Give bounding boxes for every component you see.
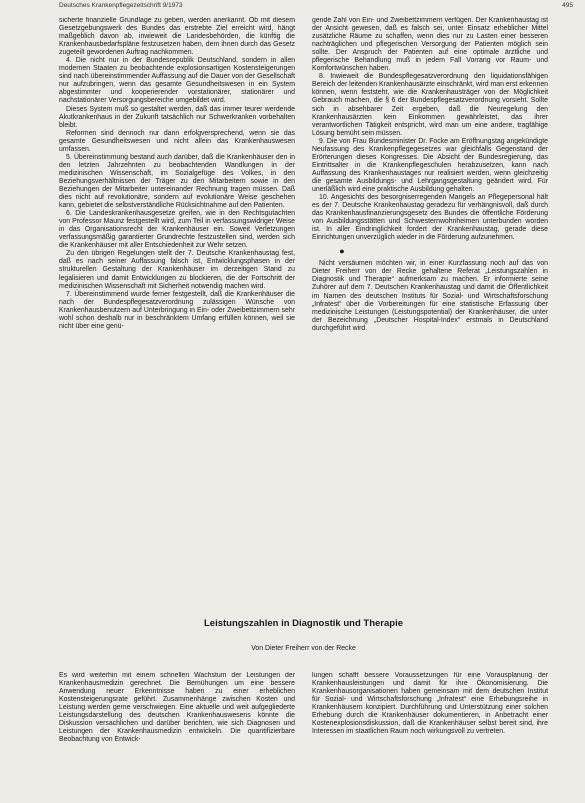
paragraph: 4. Die nicht nur in der Bundesrepublik Deutschland, sondern in allen modernen Staaten zu beobachtende explosionsartigen Kostensteigerungen sind nach übereinstimmender Auffassung auf die Dauer von der Gesellschaft nur aufzubringen, wenn das gesamte Gesundheitswesen in ein System abgestimmter und kooperierender vorstationärer, stationärer und nachstationärer Versorgungsbereiche umgebildet wird. [59,57,295,105]
paragraph: Nicht versäumen möchten wir, in einer Kurzfassung noch auf das von Dieter Freiherr von der Recke gehaltene Referat „Leistungszahlen in Diagnostik und Therapie“ aufmerksam zu machen. Er informierte seine Zuhörer auf dem 7. Deutschen Krankenhaustag und damit die Öffentlichkeit im Namen des deutschen Instituts für Sozial- und Wirtschaftsforschung „Infratest“ über die Vorbereitungen für eine statistische Erfassung über medizinische Leistungen (Leistungspotential) der Krankenhäuser, die unter der Bezeichnung „Deutscher Hospital-Index“ erstmals in Deutschland durchgeführt wird. [312,260,548,332]
paragraph: 8. Inwieweit die Bundespflegesatzverordnung den liquidationsfähigen Bereich der leitenden Krankenhausärzte einschränkt, wird man erst erkennen können, wenn feststeht, wie die Krankenhausträger von der Möglichkeit Gebrauch machen, die § 6 der Bundespflegesatzverordnung vorsieht. Sollte sich in absehbarer Zeit ergeben, daß die Neuregelung den Krankenhausärzten kein Einkommen gewährleistet, das ihrer verantwortlichen Tätigkeit entspricht, wird man um eine andere, tragfähige Lösung bemüht sein müssen. [312,73,548,137]
article-title: Leistungszahlen in Diagnostik und Therapie [204,618,403,629]
paragraph: 7. Übereinstimmend wurde ferner festgestellt, daß die Krankenhäuser die nach der Bundespflegesatzverordnung zulässigen Wünsche von Krankenhausbenutzern auf Unterbringung in Ein- oder Zweibettzimmern sehr wohl schon deshalb nur in beschränktem Umfang erfüllen können, weil sie nicht über eine genü- [59,290,295,330]
column-right-top [312,17,548,595]
paragraph: 5. Übereinstimmung bestand auch darüber, daß die Krankenhäuser den in den letzten Jahrzehnten zu beobachtenden Wandlungen in der medizinischen Wissenschaft, im Sozialgefüge des Volkes, in den Beziehungsverhältnissen der Träger zu den Mitarbeitern sowie in den Beziehungen der Mitarbeiter untereinander Rechnung tragen müssen. Daß dies nicht auf revolutionäre, sondern auf evolutionäre Weise geschehen kann, gebietet die selbstverständliche Rücksichtnahme auf den Patienten. [59,153,295,210]
running-header [59,2,573,12]
column-right-paragraphs-before [312,17,548,242]
column-left-bottom [59,672,295,803]
section-bullet: ● [339,246,345,257]
article-byline: Von Dieter Freiherr von der Recke [251,645,356,652]
paragraph: 6. Die Landeskrankenhausgesetze greifen, wie in den Rechtsgutachten von Professor Maunz festgestellt wird, zum Teil in verfassungswidriger Weise in das Organisationsrecht der Krankenhäuser ein. Soweit Verletzungen verfassungsmäßig garantierter Grundrechte festzustellen sind, werden sich die Krankenhäuser mit aller Entschiedenheit zur Wehr setzen. [59,210,295,250]
paragraph: Dieses System muß so gestaltet werden, daß das immer teurer werdende Akutkrankenhaus in der Zukunft tatsächlich nur Schwerkranken vorbehalten bleibt. [59,105,295,129]
paragraph: gende Zahl von Ein- und Zweibettzimmern verfügen. Der Krankenhaustag ist der Ansicht gewesen, daß es falsch sei, unter Einsatz erheblicher Mittel zusätzliche Räume zu schaffen, wenn dies nur zu Lasten einer besseren nachträglichen und pflegerischen Versorgung der Patienten möglich sein sollte. Der Anspruch der Patienten auf eine optimale ärztliche und pflegerische Behandlung muß in jedem Fall Vorrang vor Raum- und Komfortwünschen haben. [312,17,548,73]
page-number: 495 [562,2,573,9]
paragraph: lungen schafft bessere Voraussetzungen für eine Vorausplanung der Krankenhausleistungen und damit für ihre Ökonomisierung. Die Krankenhausorganisationen haben gemeinsam mit dem deutschen Institut für Sozial- und Wirtschaftsforschung „Infratest“ eine Erhebungsreihe in Krankenhäusern konzipiert. Durchführung und Unterstützung einer solchen Erhebung durch die Krankenhäuser dokumentieren, in Anbetracht einer Kostenexplosionsdiskussion, daß die Krankenhäuser selbst bereit sind, ihre Interessen im staatlichen Raum noch wirkungsvoll zu vertreten. [312,672,548,736]
column-right-bottom [312,672,548,803]
paragraph: Reformen sind dennoch nur dann erfolgversprechend, wenn sie das gesamte Gesundheitswesen und nicht allein das Krankenhauswesen umfassen. [59,129,295,153]
journal-title: Deutsches Krankenpflegezeitschrift 9/1973 [59,2,183,9]
paragraph: sicherte finanzielle Grundlage zu geben, werden anerkannt. Ob mit diesem Gesetzgebungswerk des Bundes das erstrebte Ziel erreicht wird, hängt maßgeblich davon ab, inwieweit die Landesbehörden, die künftig die Krankenhausbedarfspläne festzusetzen haben, dem ihnen durch das Gesetz zugeteilt gewordenen Auftrag nachkommen. [59,17,295,57]
paragraph: 10. Angesichts des besorgniserregenden Mangels an Pflegepersonal hält es der 7. Deutsche Krankenhaustag geradezu für verhängnisvoll, daß durch das Krankenhausfinanzierungsgesetz des Bundes die öffentliche Förderung von Ausbildungsstätten und Schwesternwohnheimen unterbunden worden ist. In aller Eindringlichkeit fordert der Krankenhaustag, gerade diese Einrichtungen unverzüglich wieder in die Förderung aufzunehmen. [312,194,548,242]
column-right-paragraphs-after [312,260,548,332]
paragraph: Zu den übrigen Regelungen stellt der 7. Deutsche Krankenhaustag fest, daß es nach seiner Auffassung falsch ist, Entwicklungsphasen in der strukturellen Gestaltung der Krankenhäuser im derzeitigen Stand zu legalisieren und damit Entwicklungen zu blockieren, die der Fortschritt der medizinischen Wissenschaft mit Sicherheit notwendig machen wird. [59,250,295,290]
paragraph: Es wird weiterhin mit einem schnellen Wachstum der Leistungen der Krankenhausmedizin gerechnet. Die Bemühungen um eine bessere Anwendung neuer Erkenntnisse haben zu einer erheblichen Kostensteigerungsrate geführt. Zusammenhänge zwischen Kosten und Leistung werden gerne verschwiegen. Eine aktuelle und weit aufgegliederte Leistungsdarstellung des deutschen Krankenhauswesens könnte die Diskussion versachlichen und darüber berichten, wie sich Diagnosen und Leistungen der Krankenhausmedizin entwickeln. Die quantifizierbare Beobachtung von Entwick- [59,672,295,744]
paragraph: 9. Die von Frau Bundesminister Dr. Focke am Eröffnungstag angekündigte Neufassung des Krankenpflegegesetzes war gleichfalls Gegenstand der Erörterungen dieses Kongresses. Die Absicht der Bundesregierung, das Eintrittsalter in die Krankenpflegeschulen herabzusetzen, kann nach Auffassung des Krankenhaustages nur realisiert werden, wenn gleichzeitig die gesamte Ausbildungs- und Lehrgangsgestaltung geändert wird. Für unerläßlich wird eine praktische Ausbildung gehalten. [312,137,548,193]
column-left-top [59,17,295,595]
